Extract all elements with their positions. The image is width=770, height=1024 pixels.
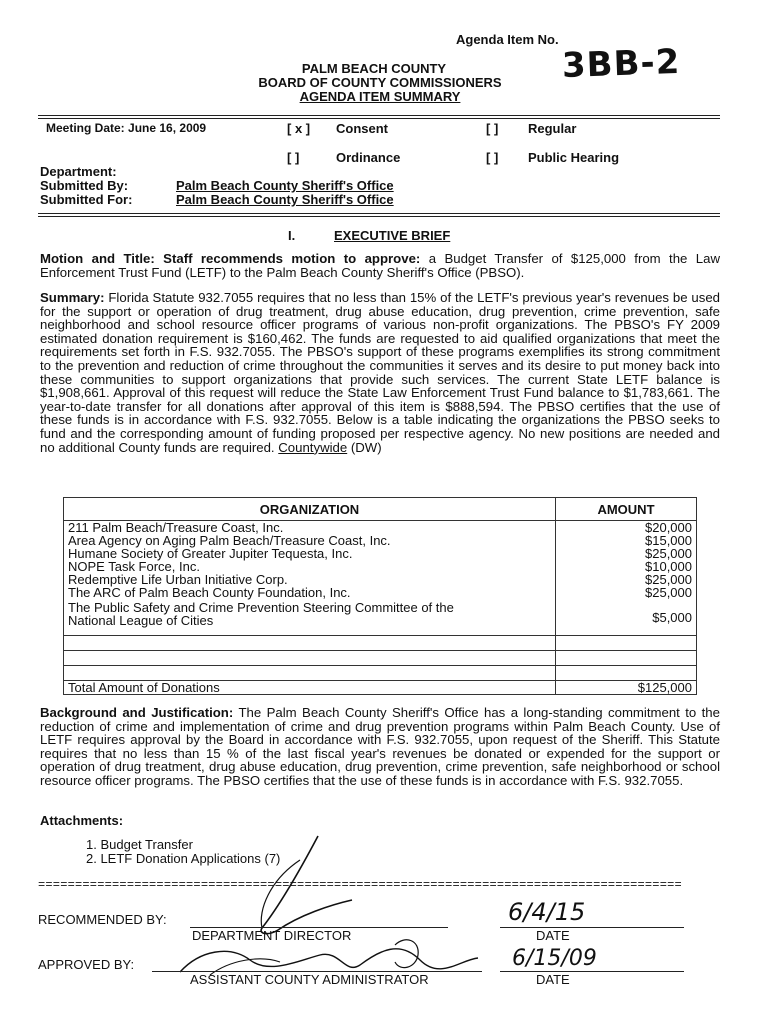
- total-label: Total Amount of Donations: [64, 681, 556, 695]
- meeting-date-value: June 16, 2009: [128, 121, 207, 135]
- agenda-item-number-handwritten: 3BB-2: [561, 41, 681, 87]
- motion-lead: Staff recommends motion to approve:: [163, 251, 421, 266]
- org-amount: $10,000: [556, 560, 697, 573]
- submitted-for-label: Submitted For:: [40, 192, 133, 207]
- org-amount: $5,000: [556, 599, 697, 636]
- org-name: Area Agency on Aging Palm Beach/Treasure Coast, Inc.: [64, 534, 556, 547]
- motion-text: a Budget Transfer of $125,000 from the Law Enforcement Trust Fund (LETF) to the Palm Beach County Sheriff's Office (PBSO).: [40, 251, 720, 280]
- date-line-2: [500, 971, 684, 972]
- submitted-for-value: Palm Beach County Sheriff's Office: [176, 192, 394, 207]
- attachment-item: 2. LETF Donation Applications (7): [86, 851, 281, 866]
- date-label-1: DATE: [536, 928, 570, 943]
- regular-label: Regular: [528, 121, 577, 136]
- consent-label: Consent: [336, 121, 388, 136]
- org-amount: $15,000: [556, 534, 697, 547]
- summary-suffix: (DW): [350, 439, 382, 455]
- regular-checkbox: [ ]: [486, 121, 499, 136]
- public-hearing-label: Public Hearing: [528, 150, 620, 165]
- meeting-date-label: Meeting Date:: [46, 121, 125, 135]
- org-amount: $25,000: [556, 573, 697, 586]
- org-name: 211 Palm Beach/Treasure Coast, Inc.: [64, 521, 556, 535]
- org-amount: $25,000: [556, 586, 697, 599]
- section-number: I.: [288, 228, 296, 243]
- column-header-organization: ORGANIZATION: [64, 498, 556, 521]
- public-hearing-checkbox: [ ]: [486, 150, 499, 165]
- assistant-administrator-label: ASSISTANT COUNTY ADMINISTRATOR: [190, 972, 429, 987]
- recommended-by-label: RECOMMENDED BY:: [38, 912, 167, 927]
- org-name: Redemptive Life Urban Initiative Corp.: [64, 573, 556, 586]
- summary-title: AGENDA ITEM SUMMARY: [299, 89, 461, 104]
- date-label-2: DATE: [536, 972, 570, 987]
- motion-label: Motion and Title:: [40, 251, 155, 266]
- column-header-amount: AMOUNT: [556, 498, 697, 521]
- consent-checkbox: [ x ]: [287, 121, 311, 136]
- background-text: The Palm Beach County Sheriff's Office has a long-standing commitment to the reduction of crime and implementation of crime and drug prevention programs within Palm Beach County. Use of LETF requires approval by the Board in accordance with F.S. 932.7055, upon request of the Sheriff. This Statute requires that no less than 15 % of the last fiscal year's revenues be donated or expended for the support or operation of drug treatment, drug abuse education, drug prevention, crime prevention, safe neighborhood or school resource officer programs. The PBSO certifies that the use of these funds is in accordance with F.S. 932.7055.: [40, 705, 720, 788]
- org-name-line-2: National League of Cities: [68, 613, 214, 628]
- approved-by-label: APPROVED BY:: [38, 957, 135, 972]
- section-title: EXECUTIVE BRIEF: [334, 228, 451, 243]
- department-label: Department:: [40, 164, 117, 179]
- submitted-by-label: Submitted By:: [40, 178, 129, 193]
- department-director-label: DEPARTMENT DIRECTOR: [192, 928, 352, 943]
- org-amount: $25,000: [556, 547, 697, 560]
- org-amount: $20,000: [556, 521, 697, 535]
- countywide-text: Countywide: [278, 439, 348, 455]
- org-name-line-1: The Public Safety and Crime Prevention Steering Committee of the: [68, 600, 454, 615]
- org-name: Humane Society of Greater Jupiter Tequesta, Inc.: [64, 547, 556, 560]
- agenda-item-label: Agenda Item No.: [456, 32, 559, 47]
- org-name: The ARC of Palm Beach County Foundation, Inc.: [64, 586, 556, 599]
- summary-label: Summary:: [40, 290, 105, 305]
- attachments-label: Attachments:: [40, 813, 124, 828]
- date-handwritten-2: 6/15/09: [512, 946, 597, 971]
- total-amount: $125,000: [556, 681, 697, 695]
- board-name: BOARD OF COUNTY COMMISSIONERS: [258, 75, 502, 90]
- separator-line: =======================================================================================: [38, 878, 682, 892]
- ordinance-checkbox: [ ]: [287, 150, 300, 165]
- attachment-item: 1. Budget Transfer: [86, 837, 193, 852]
- ordinance-label: Ordinance: [336, 150, 401, 165]
- date-line-1: [500, 927, 684, 928]
- background-label: Background and Justification:: [40, 705, 234, 720]
- summary-text: Florida Statute 932.7055 requires that no less than 15% of the LETF's previous year's revenues be used for the support or operation of drug treatment, drug abuse education, drug prevention, crime prevention, safe neighborhood and school resource officer programs of various non-profit organizations. The PBSO's FY 2009 estimated donation requirement is $160,462. The funds are requested to aid qualified organizations that meet the requirements set forth in F.S. 932.7055. The PBSO's support of these programs exemplifies its strong commitment to the prevention and reduction of crime throughout the communities it serves and its desire to put money back into these communities to support organizations that provide such services. The current State LETF balance is $1,908,661. Approval of this request will reduce the State Law Enforcement Trust Fund balance to $1,783,661. The year-to-date transfer for all donations after approval of this item is $888,594. The PBSO certifies that the use of these funds is in accordance with F.S. 932.7055. Below is a table indicating the organizations the PBSO seeks to fund and the corresponding amount of funding proposed per respective agency. No new positions are needed and no additional County funds are required.: [40, 290, 720, 455]
- submitted-by-value: Palm Beach County Sheriff's Office: [176, 178, 394, 193]
- date-handwritten-1: 6/4/15: [508, 898, 586, 926]
- county-name: PALM BEACH COUNTY: [301, 61, 447, 76]
- org-name: NOPE Task Force, Inc.: [64, 560, 556, 573]
